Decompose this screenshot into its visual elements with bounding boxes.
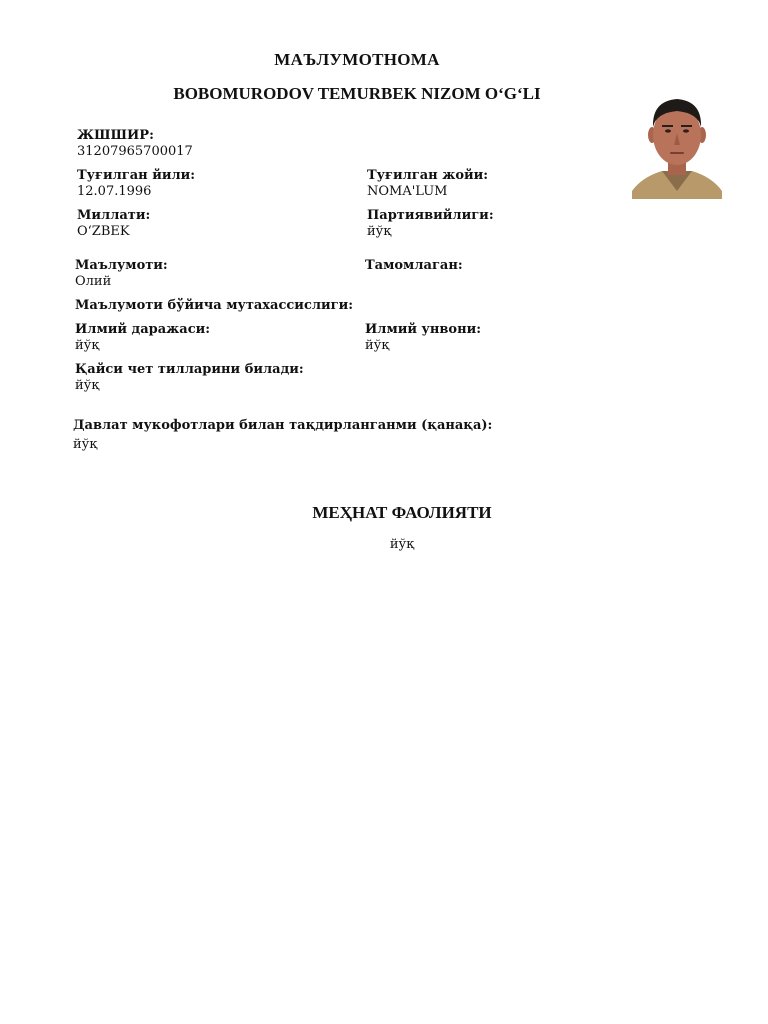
work-history-title: МЕҲНАТ ФАОЛИЯТИ — [312, 503, 492, 522]
languages-value: йўқ — [75, 378, 100, 393]
state-awards-value: йўқ — [73, 437, 98, 452]
education-value: Олий — [75, 274, 112, 289]
birth-year-value: 12.07.1996 — [77, 184, 152, 199]
document-title: МАЪЛУМОТНОМА — [274, 50, 440, 69]
academic-title-value: йўқ — [365, 338, 390, 353]
work-history-value: йўқ — [389, 537, 415, 552]
jshshir-value: 31207965700017 — [77, 144, 193, 159]
academic-degree-label: Илмий даражаси: — [75, 322, 211, 337]
nationality-value: O‘ZBEK — [77, 224, 130, 239]
specialty-label: Маълумоти бўйича мутахассислиги: — [75, 298, 354, 313]
birth-place-value: NOMA'LUM — [367, 184, 448, 199]
birth-year-label: Туғилган йили: — [77, 168, 196, 183]
person-name: BOBOMURODOV TEMURBEK NIZOM O‘G‘LI — [173, 84, 541, 103]
party-label: Партиявийлиги: — [367, 208, 494, 223]
person-portrait-image — [632, 95, 722, 199]
academic-title-label: Илмий унвони: — [365, 322, 482, 337]
jshshir-label: ЖШШИР: — [77, 128, 154, 143]
birth-place-label: Туғилган жойи: — [367, 168, 489, 183]
academic-degree-value: йўқ — [75, 338, 100, 353]
education-label: Маълумоти: — [75, 258, 168, 273]
graduated-label: Тамомлаган: — [365, 258, 463, 273]
languages-label: Қайси чет тилларини билади: — [75, 362, 304, 377]
party-value: йўқ — [367, 224, 392, 239]
state-awards-label: Давлат мукофотлари билан тақдирланганми (қанақа): — [73, 418, 493, 433]
person-photo — [632, 95, 722, 199]
nationality-label: Миллати: — [77, 208, 151, 223]
